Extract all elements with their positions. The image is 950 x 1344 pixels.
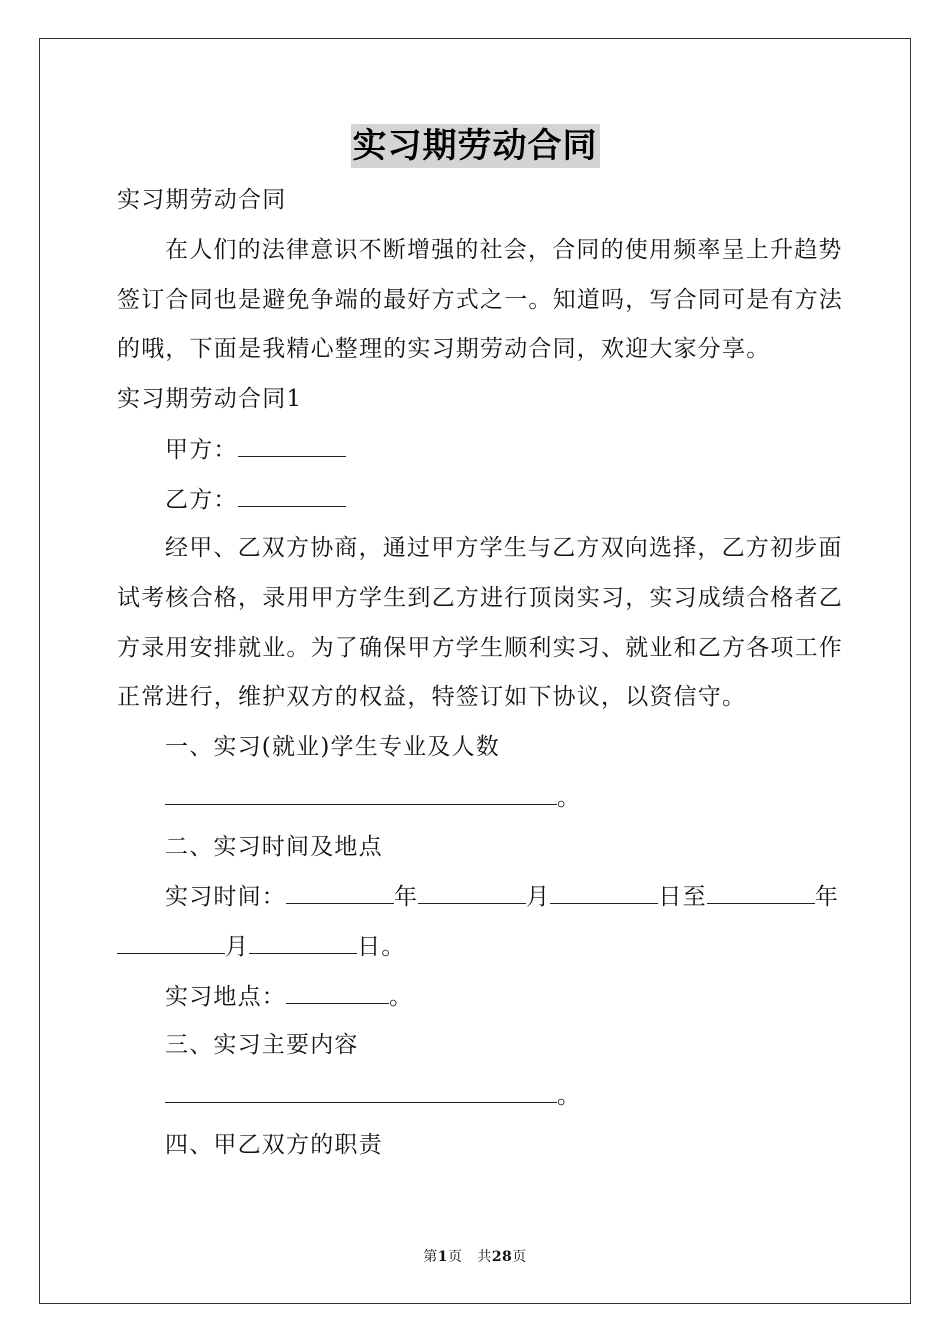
year-text: 年 [394,884,419,910]
place-label: 实习地点： [165,984,286,1010]
footer-total-suffix: 页 [512,1249,527,1265]
party-a-blank [238,434,346,457]
preamble-line-3: 方录用安排就业。为了确保甲方学生顺利实习、就业和乙方各项工作 [117,635,843,661]
period: 。 [389,984,414,1010]
section-1-heading: 一、实习(就业)学生专业及人数 [165,734,500,760]
section-3-heading: 三、实习主要内容 [165,1032,359,1058]
end-year-blank [707,881,815,904]
section-2-heading: 二、实习时间及地点 [165,834,383,860]
party-b-line [165,484,346,515]
period: 。 [557,1083,582,1109]
title-wrapper [0,124,950,168]
start-day-blank [550,881,658,904]
contract-heading: 实习期劳动合同1 [117,386,303,412]
day-to-text: 日至 [658,884,707,910]
end-year-text: 年 [814,884,840,910]
footer-page-suffix: 页 [447,1249,463,1265]
section-4-heading: 四、甲乙双方的职责 [165,1132,383,1158]
time-line-2 [117,931,406,962]
preamble-line-4: 正常进行，维护双方的权益，特签订如下协议，以资信守。 [117,684,747,710]
start-month-blank [418,881,526,904]
intro-line-3: 的哦，下面是我精心整理的实习期劳动合同，欢迎大家分享。 [117,336,771,362]
section-3-fill-line [165,1080,581,1111]
content-blank [165,1080,557,1103]
party-b-blank [238,484,346,507]
footer-total-prefix: 共 [477,1249,492,1265]
period: 。 [557,785,582,811]
section-1-fill-line [165,782,581,813]
party-b-label: 乙方： [165,487,238,513]
day-end-text: 日。 [357,934,406,960]
footer-total-number: 28 [491,1249,513,1265]
document-title: 实习期劳动合同 [352,126,598,166]
place-blank [286,981,389,1004]
major-count-blank [165,782,557,805]
page-border [39,38,911,1304]
start-year-blank [286,881,394,904]
footer-page-number: 1 [437,1249,448,1265]
page-footer [0,1246,950,1266]
footer-page-prefix: 第 [423,1249,438,1265]
party-a-label: 甲方： [165,437,238,463]
time-label: 实习时间： [165,884,286,910]
party-a-line [165,434,346,465]
preamble-line-1: 经甲、乙双方协商，通过甲方学生与乙方双向选择，乙方初步面 [165,535,843,561]
intro-line-2: 签订合同也是避免争端的最好方式之一。知道吗，写合同可是有方法 [117,287,843,313]
place-line [165,981,413,1012]
end-month-text: 月 [225,934,250,960]
intro-line-1: 在人们的法律意识不断增强的社会，合同的使用频率呈上升趋势 [165,237,843,263]
end-month-blank [117,931,225,954]
month-text: 月 [526,884,551,910]
preamble-line-2: 试考核合格，录用甲方学生到乙方进行顶岗实习，实习成绩合格者乙 [117,585,843,611]
end-day-blank [249,931,357,954]
subtitle: 实习期劳动合同 [117,187,287,213]
time-line [165,881,839,912]
